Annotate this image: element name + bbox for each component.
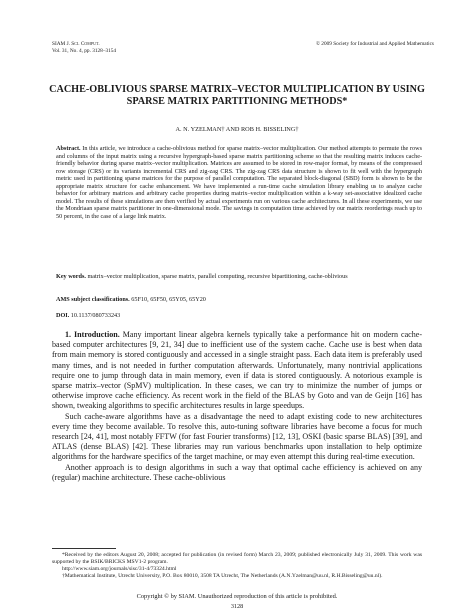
ams-text: 65F10, 65F50, 65Y05, 65Y20 [131,296,206,303]
ams-classifications [56,296,206,303]
footnote-affiliation: †Mathematical Institute, Utrecht University, P.O. Box 80010, 3508 TA Utrecht, The Netherlands (A.N.Yzelman@uu.nl, R.H.Bisseling@uu.nl). [62,573,383,579]
keywords-label: Key words. [56,273,86,280]
abstract-label: Abstract. [56,145,81,152]
paper-title: CACHE-OBLIVIOUS SPARSE MATRIX–VECTOR MULTIPLICATION BY USING SPARSE MATRIX PARTITIONING METHODS* [49,84,425,108]
abstract [56,145,422,220]
journal-name: SIAM J. Sci. Comput. [52,41,100,47]
intro-paragraph-1 [52,330,422,412]
paper-authors: A. N. YZELMAN† AND ROB H. BISSELING† [175,126,299,133]
footnote-received: *Received by the editors August 20, 2008; accepted for publication (in revised form) March 23, 2009; published electronically July 31, 2009. This work was supported by the BSIK/BRICKS MSV1-2 program. [52,552,422,565]
keywords-text: matrix–vector multiplication, sparse matrix, parallel computing, recursive bipartitioning, cache-oblivious [87,273,348,280]
header-copyright: © 2009 Society for Industrial and Applied Mathematics [315,41,434,47]
doi-text: 10.1137/080733243 [70,312,121,319]
footnote-url[interactable]: http://www.siam.org/journals/sisc/31-4/73324.html [62,566,177,572]
doi [56,312,120,319]
footnotes [52,552,422,580]
section-heading: 1. Introduction. [65,330,120,339]
intro-paragraph-1-text: Many important linear algebra kernels typically take a performance hit on modern cache-based computer architectures [9, 21, 34] due to inefficient use of the system cache. Cache use is best when data from main memory is stored contiguously and accessed in a single straight pass. Each data item is preferably used many times, and is not needed in further computation afterwards. Unfortunately, many nontrivial applications require one to jump through data in main memory, even if data is stored contiguously. A notorious example is sparse matrix–vector (SpMV) multiplication. In these cases, we can try to minimize the number of jumps or otherwise improve cache efficiency. As recent work in the field of the BLAS by Goto and van de Geijn [16] has shown, tweaking algorithms to specific architectures results in large speedups. [52,330,422,411]
journal-header [52,41,116,54]
page-number: 3128 [230,603,244,610]
abstract-text: In this article, we introduce a cache-oblivious method for sparse matrix–vector multiplication. Our method attempts to permute the rows and columns of the input matrix using a recursive hypergraph-based sparse matrix partitioning scheme so that the resulting matrix induces cache-friendly behavior during sparse matrix–vector multiplication. Matrices are assumed to be stored in row-major format, by means of the compressed row storage (CRS) or its variants incremental CRS and zig-zag CRS. The zig-zag CRS data structure is shown to fit well with the hypergraph metric used in partitioning sparse matrices for the purpose of parallel computation. The separated block-diagonal (SBD) form is shown to be the appropriate matrix structure for cache enhancement. We have implemented a run-time cache simulation library enabling us to analyze cache behavior for arbitrary matrices and arbitrary cache properties during matrix–vector multiplication within a k-way set-associative idealized cache model. The results of these simulations are then verified by actual experiments run on various cache architectures. In all these experiments, we use the Mondriaan sparse matrix partitioner in one-dimensional mode. The savings in computation time achieved by our matrix reorderings reach up to 50 percent, in the case of a large link matrix. [56,145,423,220]
copyright-footer: Copyright © by SIAM. Unauthorized reproduction of this article is prohibited. [136,593,338,600]
keywords [56,273,422,281]
footnote-rule [52,548,116,549]
intro-paragraph-3: Another approach is to design algorithms in such a way that optimal cache efficiency is achieved on any (regular) machine architecture. These cache-oblivious [52,462,422,482]
journal-volume: Vol. 31, No. 4, pp. 3128–3154 [52,47,117,54]
intro-paragraph-2: Such cache-aware algorithms have as a disadvantage the need to adapt existing code to new architectures every time they become available. To resolve this, auto-tuning software libraries have become a focus for much research [24, 41], most notably FFTW (for fast Fourier transforms) [12, 13], OSKI (basic sparse BLAS) [39], and ATLAS (dense BLAS) [42]. These libraries may run various benchmarks upon installation to help optimize algorithms for the hardware specifics of the target machine, or may even attempt this during real-time execution. [52,411,422,462]
introduction-section [52,330,422,483]
doi-label: DOI. [56,312,70,319]
ams-label: AMS subject classifications. [56,296,130,303]
